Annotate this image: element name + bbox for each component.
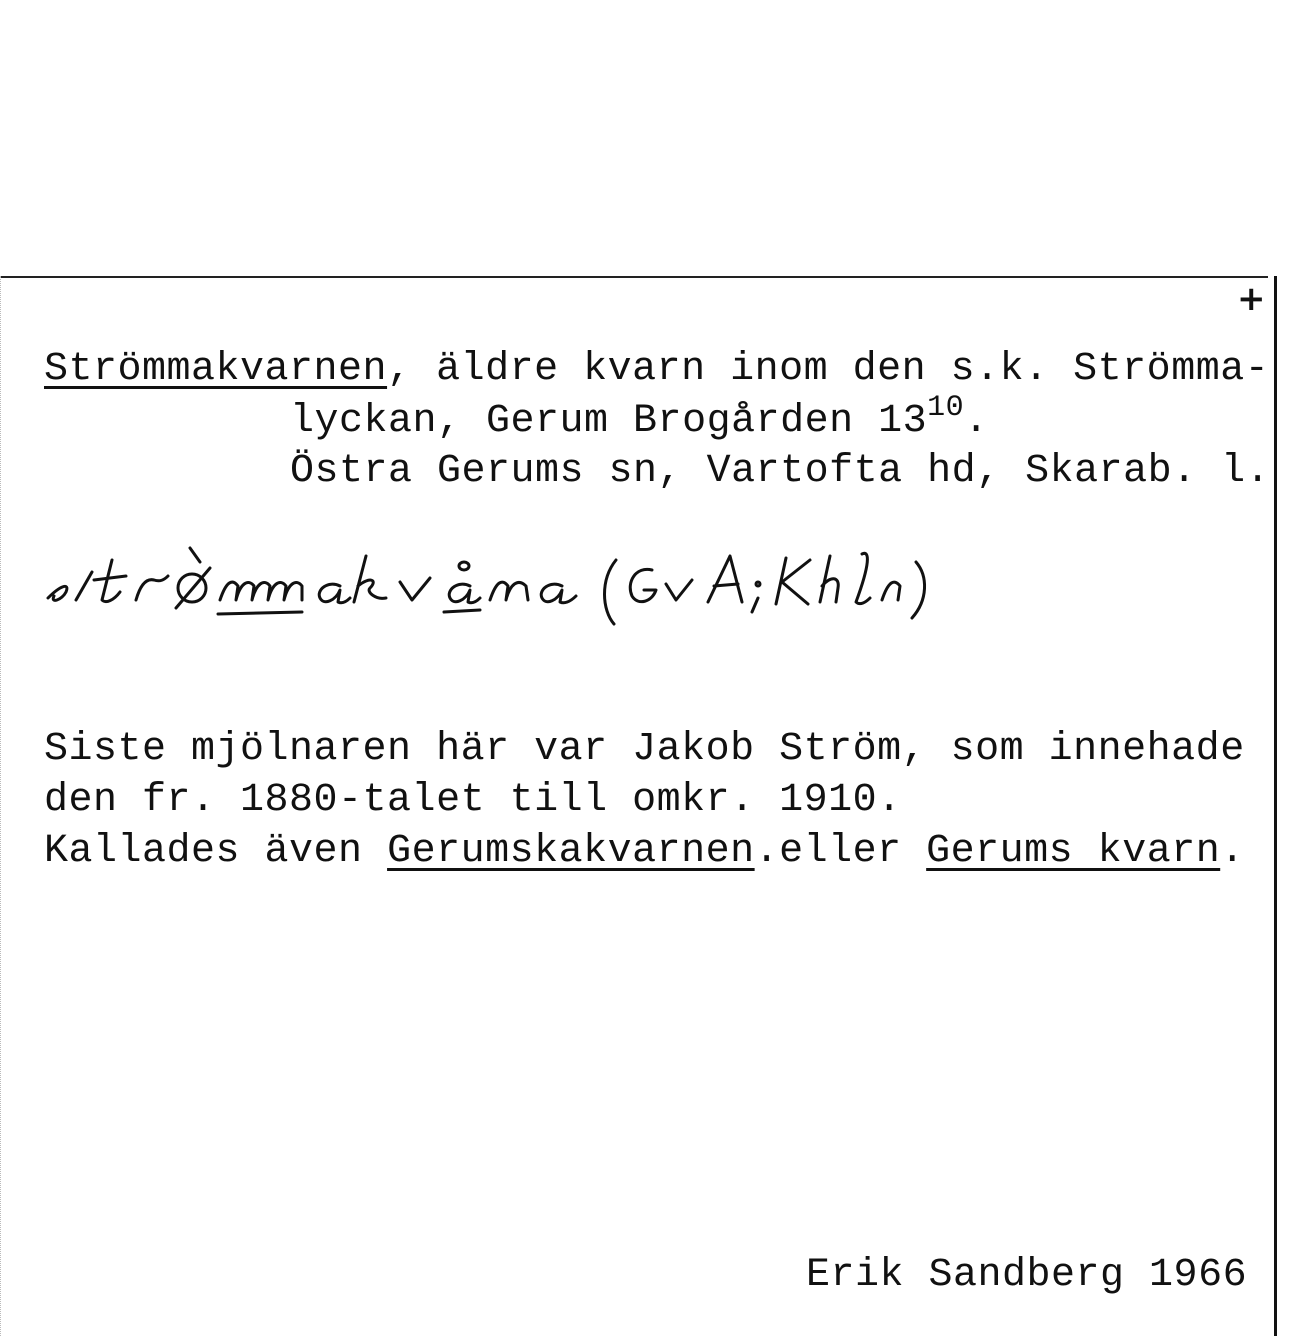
card-top-edge [0, 276, 1268, 278]
alternative-name-1: Gerumskakvarnen [387, 829, 755, 874]
corner-plus-mark: + [1237, 279, 1266, 319]
body-line-1: Siste mjölnaren här var Jakob Ström, som innehade [44, 727, 1245, 772]
alternative-name-2: Gerums kvarn [926, 829, 1221, 874]
card-right-edge [1274, 276, 1277, 1336]
heading-line-1-rest: , äldre kvarn inom den s.k. Strömma- [387, 347, 1270, 392]
handwritten-pronunciation [40, 520, 1240, 630]
heading-line-3: Östra Gerums sn, Vartofta hd, Skarab. l. [290, 449, 1271, 494]
card-left-edge [0, 276, 1, 1336]
author-signature: Erik Sandberg 1966 [806, 1253, 1248, 1298]
body-line-3 [44, 826, 1245, 878]
heading-line-1 [44, 346, 1269, 394]
body-line-3-prefix: Kallades även [44, 829, 388, 874]
heading-line-2 [290, 391, 989, 446]
body-line-2: den fr. 1880-talet till omkr. 1910. [44, 778, 902, 823]
heading-line-2-end: . [964, 399, 989, 444]
heading-superscript: 10 [927, 391, 965, 425]
body-line-3-middle: .eller [754, 829, 927, 874]
heading-line-2-main: lyckan, Gerum Brogården 13 [290, 399, 928, 444]
body-line-3-end: . [1220, 829, 1245, 874]
headword: Strömmakvarnen [44, 347, 388, 392]
